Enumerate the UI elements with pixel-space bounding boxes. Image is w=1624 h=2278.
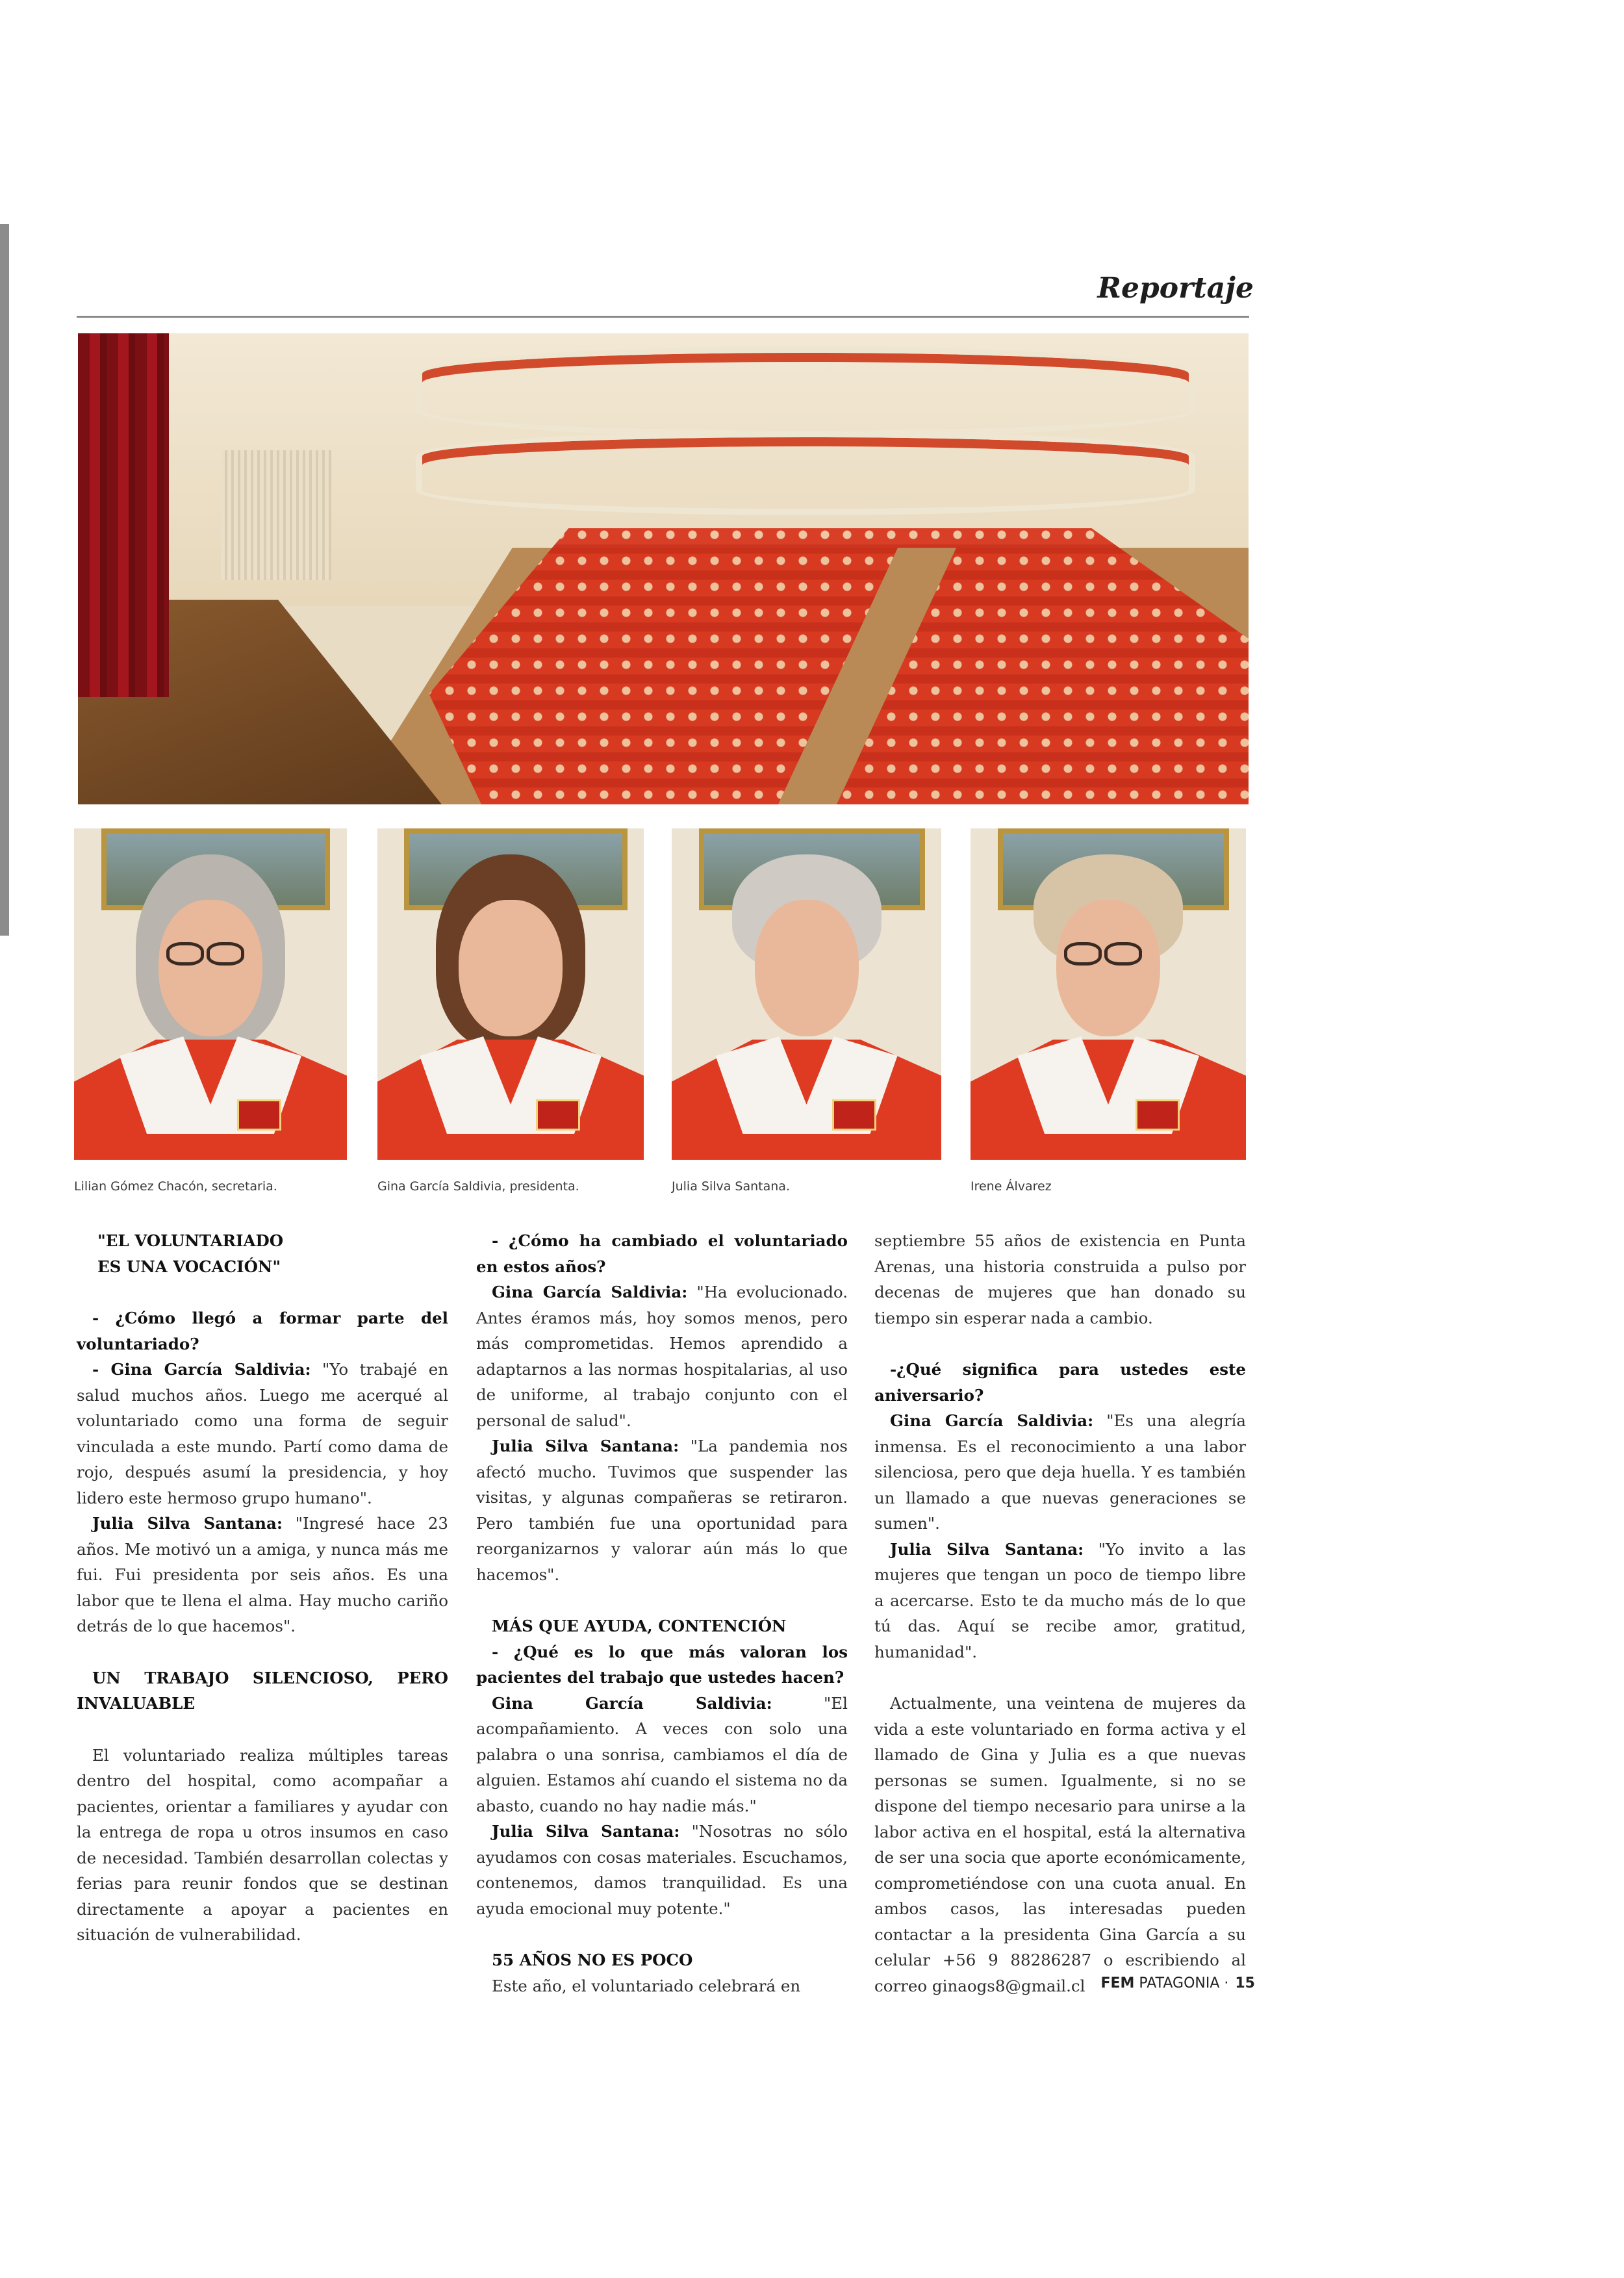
upper-balcony [416,346,1195,437]
interview-answer [476,1433,848,1587]
subheading: "EL VOLUNTARIADO [97,1231,284,1250]
uniform-badge [536,1099,580,1131]
text-column-3 [874,1228,1246,1999]
portrait-julia [672,828,941,1160]
portrait-irene [971,828,1246,1160]
interview-answer [77,1357,448,1511]
uniform-badge [1136,1099,1180,1131]
speaker-name: Julia Silva Santana: [890,1539,1084,1559]
subheading: MÁS QUE AYUDA, CONTENCIÓN [492,1617,787,1635]
uniform-badge [237,1099,281,1131]
face [755,900,859,1036]
interview-answer [476,1279,848,1433]
subheading: ES UNA VOCACIÓN" [97,1257,281,1276]
answer-text: "Ha evolucionado. Antes éramos más, hoy somos menos, pero más comprometidas. Hemos aprendido a adaptarnos a las normas hospitalarias, al uso de uniforme, al trabajo conjunto con el personal de salud". [476,1283,848,1430]
red-uniform [971,1040,1246,1160]
interview-answer [476,1819,848,1921]
answer-text: "Es una alegría inmensa. Es el reconocimiento a una labor silenciosa, pero que deja huella. Y es también un llamado a que nuevas generaciones se sumen". [874,1411,1246,1533]
body-paragraph: Actualmente, una veintena de mujeres da vida a este voluntariado en forma activa y el llamado de Gina y Julia es a que nuevas personas se sumen. Igualmente, si no se dispone del tiempo necesario para unirse a la labor activa en el hospital, está la alternativa de ser una socia que aporte económicamente, comprometiéndose con una cuota anual. En ambos casos, las interesadas pueden contactar a la presidenta Gina García a su celular +56 9 88286287 o escribiendo al correo ginaogs8@gmail.cl [874,1694,1246,1995]
speaker-name: Julia Silva Santana: [92,1514,283,1533]
face [1056,900,1160,1036]
face [159,900,262,1036]
hero-photo [78,333,1249,804]
photo-caption: Irene Álvarez [971,1179,1052,1194]
glasses [165,942,256,968]
answer-text: "Yo trabajé en salud muchos años. Luego me acerqué al voluntariado como una forma de seguir vinculada a este mundo. Partí como dama de rojo, después asumí la presidencia, y hoy lidero este hermoso grupo humano". [77,1360,448,1507]
subheading: 55 AÑOS NO ES POCO [492,1951,693,1969]
interview-answer [874,1408,1246,1537]
text-column-1 [77,1228,448,1948]
answer-text: "Nosotras no sólo ayudamos con cosas materiales. Escuchamos, contenemos, damos tranquilidad. Es una ayuda emocional muy potente." [476,1822,848,1918]
answer-text: "Ingresé hace 23 años. Me motivó un a amiga, y nunca más me fui. Fui presidenta por seis años. Es una labor que te llena el alma. Hay mucho cariño detrás de lo que hacemos". [77,1514,448,1635]
interview-answer [77,1511,448,1639]
interview-question: -¿Qué significa para ustedes este aniversario? [874,1360,1246,1405]
page-edge-bar [0,224,9,936]
wall-panel [221,450,331,580]
interview-question: - ¿Cómo llegó a formar parte del voluntariado? [77,1309,448,1353]
interview-answer [476,1691,848,1819]
red-uniform [377,1040,644,1160]
magazine-brand: FEM [1100,1975,1135,1991]
portrait-gina [377,828,644,1160]
interview-question: - ¿Cómo ha cambiado el voluntariado en estos años? [476,1231,848,1276]
glasses [1063,942,1154,968]
red-uniform [672,1040,941,1160]
subheading: UN TRABAJO SILENCIOSO, PERO INVALUABLE [77,1668,448,1713]
photo-caption: Lilian Gómez Chacón, secretaria. [74,1179,277,1194]
answer-text: "El acompañamiento. A veces con solo una palabra o una sonrisa, cambiamos el día de alguien. Estamos ahí cuando el sistema no da abasto, cuando no hay nadie más." [476,1693,848,1815]
face [459,900,563,1036]
page-footer [1100,1975,1255,1991]
interview-answer [874,1537,1246,1665]
body-paragraph: septiembre 55 años de existencia en Punta Arenas, una historia construida a pulso por decenas de mujeres que han donado su tiempo sin esperar nada a cambio. [874,1231,1246,1327]
red-uniform [74,1040,347,1160]
speaker-name: Julia Silva Santana: [492,1437,679,1455]
speaker-name: Gina García Saldivia: [890,1411,1094,1430]
interview-question: - ¿Qué es lo que más valoran los pacientes del trabajo que ustedes hacen? [476,1642,848,1687]
speaker-name: Julia Silva Santana: [492,1822,680,1841]
section-title: Reportaje [1097,272,1254,305]
header-rule [77,316,1249,318]
photo-caption: Julia Silva Santana. [672,1179,790,1194]
portrait-lilian [74,828,347,1160]
photo-caption: Gina García Saldivia, presidenta. [377,1179,579,1194]
answer-text: "La pandemia nos afectó mucho. Tuvimos que suspender las visitas, y algunas compañeras se retiraron. Pero también fue una oportunidad para reorganizarnos y valorar aún más lo que hacemos". [476,1437,848,1584]
body-paragraph: Este año, el voluntariado celebrará en [492,1976,801,1995]
uniform-badge [832,1099,876,1131]
answer-text: "Yo invito a las mujeres que tengan un poco de tiempo libre a acercarse. Esto te da mucho más de lo que tú das. Aquí se recibe amor, gratitud, humanidad". [874,1539,1246,1661]
speaker-name: Gina García Saldivia: [492,1283,688,1301]
speaker-name: Gina García Saldivia: [492,1693,772,1713]
body-paragraph: El voluntariado realiza múltiples tareas dentro del hospital, como acompañar a pacientes, orientar a familiares y ayudar con la entrega de ropa u otros insumos en caso de necesidad. También desarrollan colectas y ferias para reunir fondos que se destinan directamente a apoyar a pacientes en situación de vulnerabilidad. [77,1745,448,1944]
text-column-2 [476,1228,848,1999]
page-number: 15 [1235,1975,1255,1991]
lower-balcony [416,431,1195,515]
magazine-name: PATAGONIA · [1134,1975,1229,1991]
speaker-name: - Gina García Saldivia: [92,1360,311,1379]
red-curtain [78,333,169,697]
